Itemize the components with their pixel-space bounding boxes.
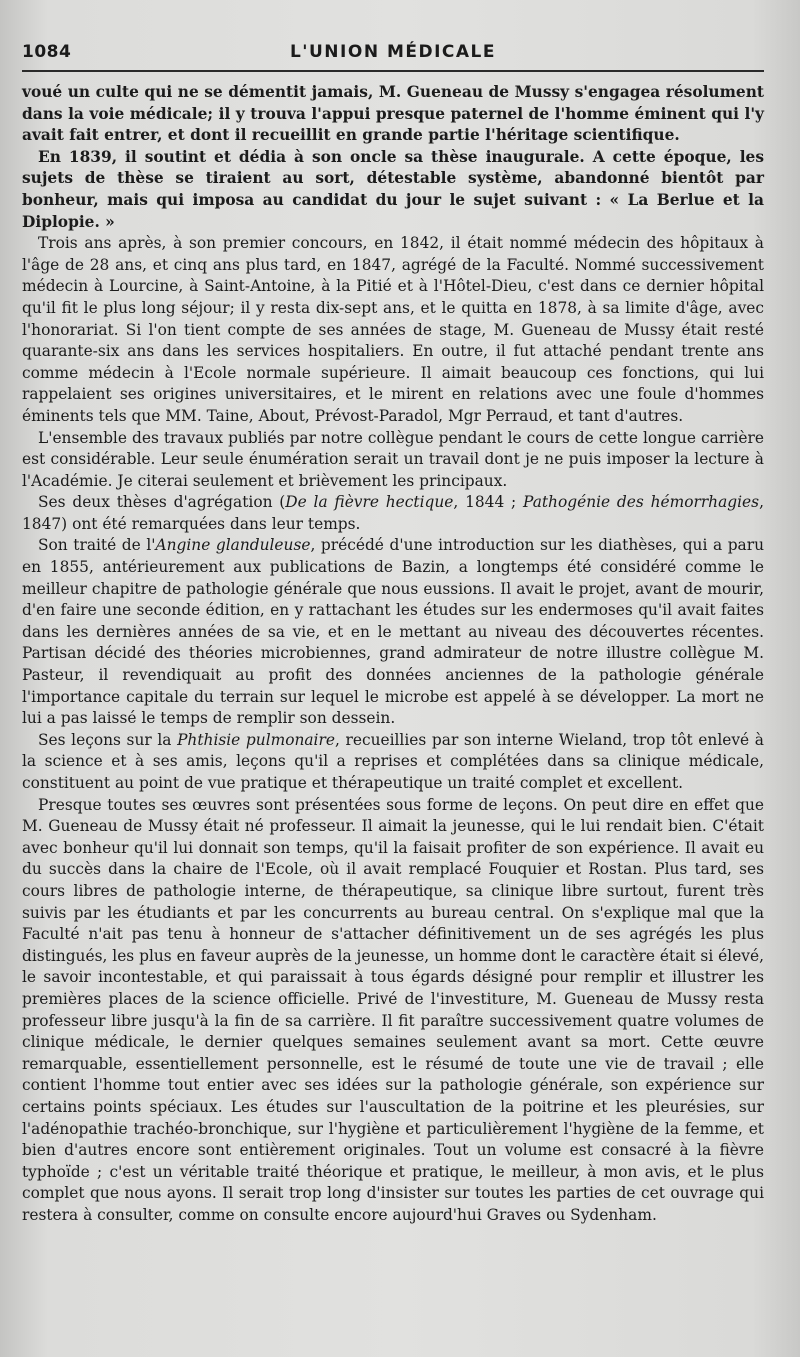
paragraph (22, 428, 764, 493)
paragraph (22, 233, 764, 427)
text-run: Ses leçons sur la (38, 730, 178, 749)
text-run: , 1844 ; (453, 493, 524, 512)
text-run: Presque toutes ses œuvres sont présentées sous forme de leçons. On peut dire en effet que M. Gueneau de Mussy était né professeur. Il aimait la jeunesse, qui le lui rendait bien. C'était avec bonheur qu'il lui donnait son temps, qu'il la faisait profiter de son expérience. Il avait eu du succès dans la chaire de l'Ecole, où il avait remplacé Fouquier et Rostan. Plus tard, ses cours libres de pathologie interne, de thérapeutique, sa clinique libre surtout, furent très suivis par les étudiants et par les concurrents au bureau central. On s'explique mal que la Faculté n'ait pas tenu à honneur de s'attacher définitivement un de ses agrégés les plus distingués, les plus en faveur auprès de la jeunesse, un homme dont le caractère était si élevé, le savoir incontestable, et qui paraissait à tous égards désigné pour remplir et illustrer les premières places de la science officielle. Privé de l'investiture, M. Gueneau de Mussy resta professeur libre jusqu'à la fin de sa carrière. Il fit paraître successivement quatre volumes de clinique médicale, le dernier quelques semaines seulement avant sa mort. Cette œuvre remarquable, essentiellement personnelle, est le résumé de toute une vie de travail ; elle contient l'homme tout entier avec ses idées sur la pathologie générale, son expérience sur certains points spéciaux. Les études sur l'auscultation de la poitrine et les pleurésies, sur l'adénopathie trachéo-bronchique, sur l'hygiène et particulièrement l'hygiène de la femme, et bien d'autres encore sont entièrement originales. Tout un volume est consacré à la fièvre typhoïde ; c'est un véritable traité théorique et pratique, le meilleur, à mon avis, et le plus complet que nous ayons. Il serait trop long d'insister sur toutes les parties de cet ouvrage qui restera à consulter, comme on consulte encore aujourd'hui Graves ou Sydenham. (22, 795, 764, 1224)
italic-title: De la fièvre hectique (285, 493, 454, 512)
paragraph (22, 82, 764, 147)
running-header (22, 38, 764, 72)
text-run: Ses deux thèses d'agrégation ( (38, 493, 286, 512)
text-run: , recueillies par son interne Wieland, trop tôt enlevé à la science et à ses amis, leçons qu'il a reprises et complétées dans sa clinique médicale, constituent au point de vue pratique et thérapeutique un traité complet et excellent. (22, 730, 764, 792)
paragraph (22, 492, 764, 535)
page-number: 1084 (22, 42, 72, 62)
text-run: En 1839, il soutint et dédia à son oncle sa thèse inaugurale. A cette époque, les sujets de thèse se tiraient au sort, détestable système, abandonné bientôt par bonheur, mais qui imposa au candidat du jour le sujet suivant : « La Berlue et la Diplopie. » (22, 147, 764, 231)
text-run: voué un culte qui ne se démentit jamais, M. Gueneau de Mussy s'engagea résolument dans la voie médicale; il y trouva l'appui presque paternel de l'homme éminent qui l'y avait fait entrer, et dont il recueillit en grande partie l'héritage scientifique. (22, 83, 764, 145)
text-run: L'ensemble des travaux publiés par notre collègue pendant le cours de cette longue carrière est considérable. Leur seule énumération serait un travail dont je ne puis imposer la lecture à l'Académie. Je citerai seulement et brièvement les principaux. (22, 428, 764, 490)
text-run: Son traité de l' (38, 536, 156, 555)
paragraph (22, 730, 764, 795)
italic-title: Phthisie pulmonaire (177, 730, 335, 749)
paragraph (22, 147, 764, 233)
journal-title: L'UNION MÉDICALE (289, 42, 497, 62)
paragraph (22, 535, 764, 729)
article-body (22, 82, 764, 1226)
text-run: Trois ans après, à son premier concours, en 1842, il était nommé médecin des hôpitaux à l'âge de 28 ans, et cinq ans plus tard, en 1847, agrégé de la Faculté. Nommé successivement médecin à Lourcine, à Saint-Antoine, à la Pitié et à l'Hôtel-Dieu, c'est dans ce dernier hôpital qu'il fit le plus long séjour; il y resta dix-sept ans, et le quitta en 1878, à sa limite d'âge, avec l'honorariat. Si l'on tient compte de ses années de stage, M. Gueneau de Mussy était resté quarante-six ans dans les services hospitaliers. En outre, il fut attaché pendant trente ans comme médecin à l'Ecole normale supérieure. Il aimait beaucoup ces fonctions, qui lui rappelaient ses origines universitaires, et le mirent en relations avec une foule d'hommes éminents tels que MM. Taine, About, Prévost-Paradol, Mgr Perraud, et tant d'autres. (22, 234, 764, 425)
text-run: , précédé d'une introduction sur les diathèses, qui a paru en 1855, antérieurement aux publications de Bazin, a longtemps été considéré comme le meilleur chapitre de pathologie générale que nous eussions. Il avait le projet, avant de mourir, d'en faire une seconde édition, en y rattachant les études sur les endermoses qu'il avait faites dans les dernières années de sa vie, et en le mettant au niveau des découvertes récentes. Partisan décidé des théories microbiennes, grand admirateur de notre illustre collègue M. Pasteur, il revendiquait au profit des données anciennes de la pathologie générale l'importance capitale du terrain sur lequel le microbe est appelé à se développer. La mort ne lui a pas laissé le temps de remplir son dessein. (22, 536, 764, 728)
text-run: , 1847) ont été remarquées dans leur temps. (22, 493, 764, 533)
italic-title: Angine glanduleuse (155, 536, 311, 555)
paragraph (22, 795, 764, 1227)
italic-title: Pathogénie des hémorrhagies (523, 493, 760, 512)
